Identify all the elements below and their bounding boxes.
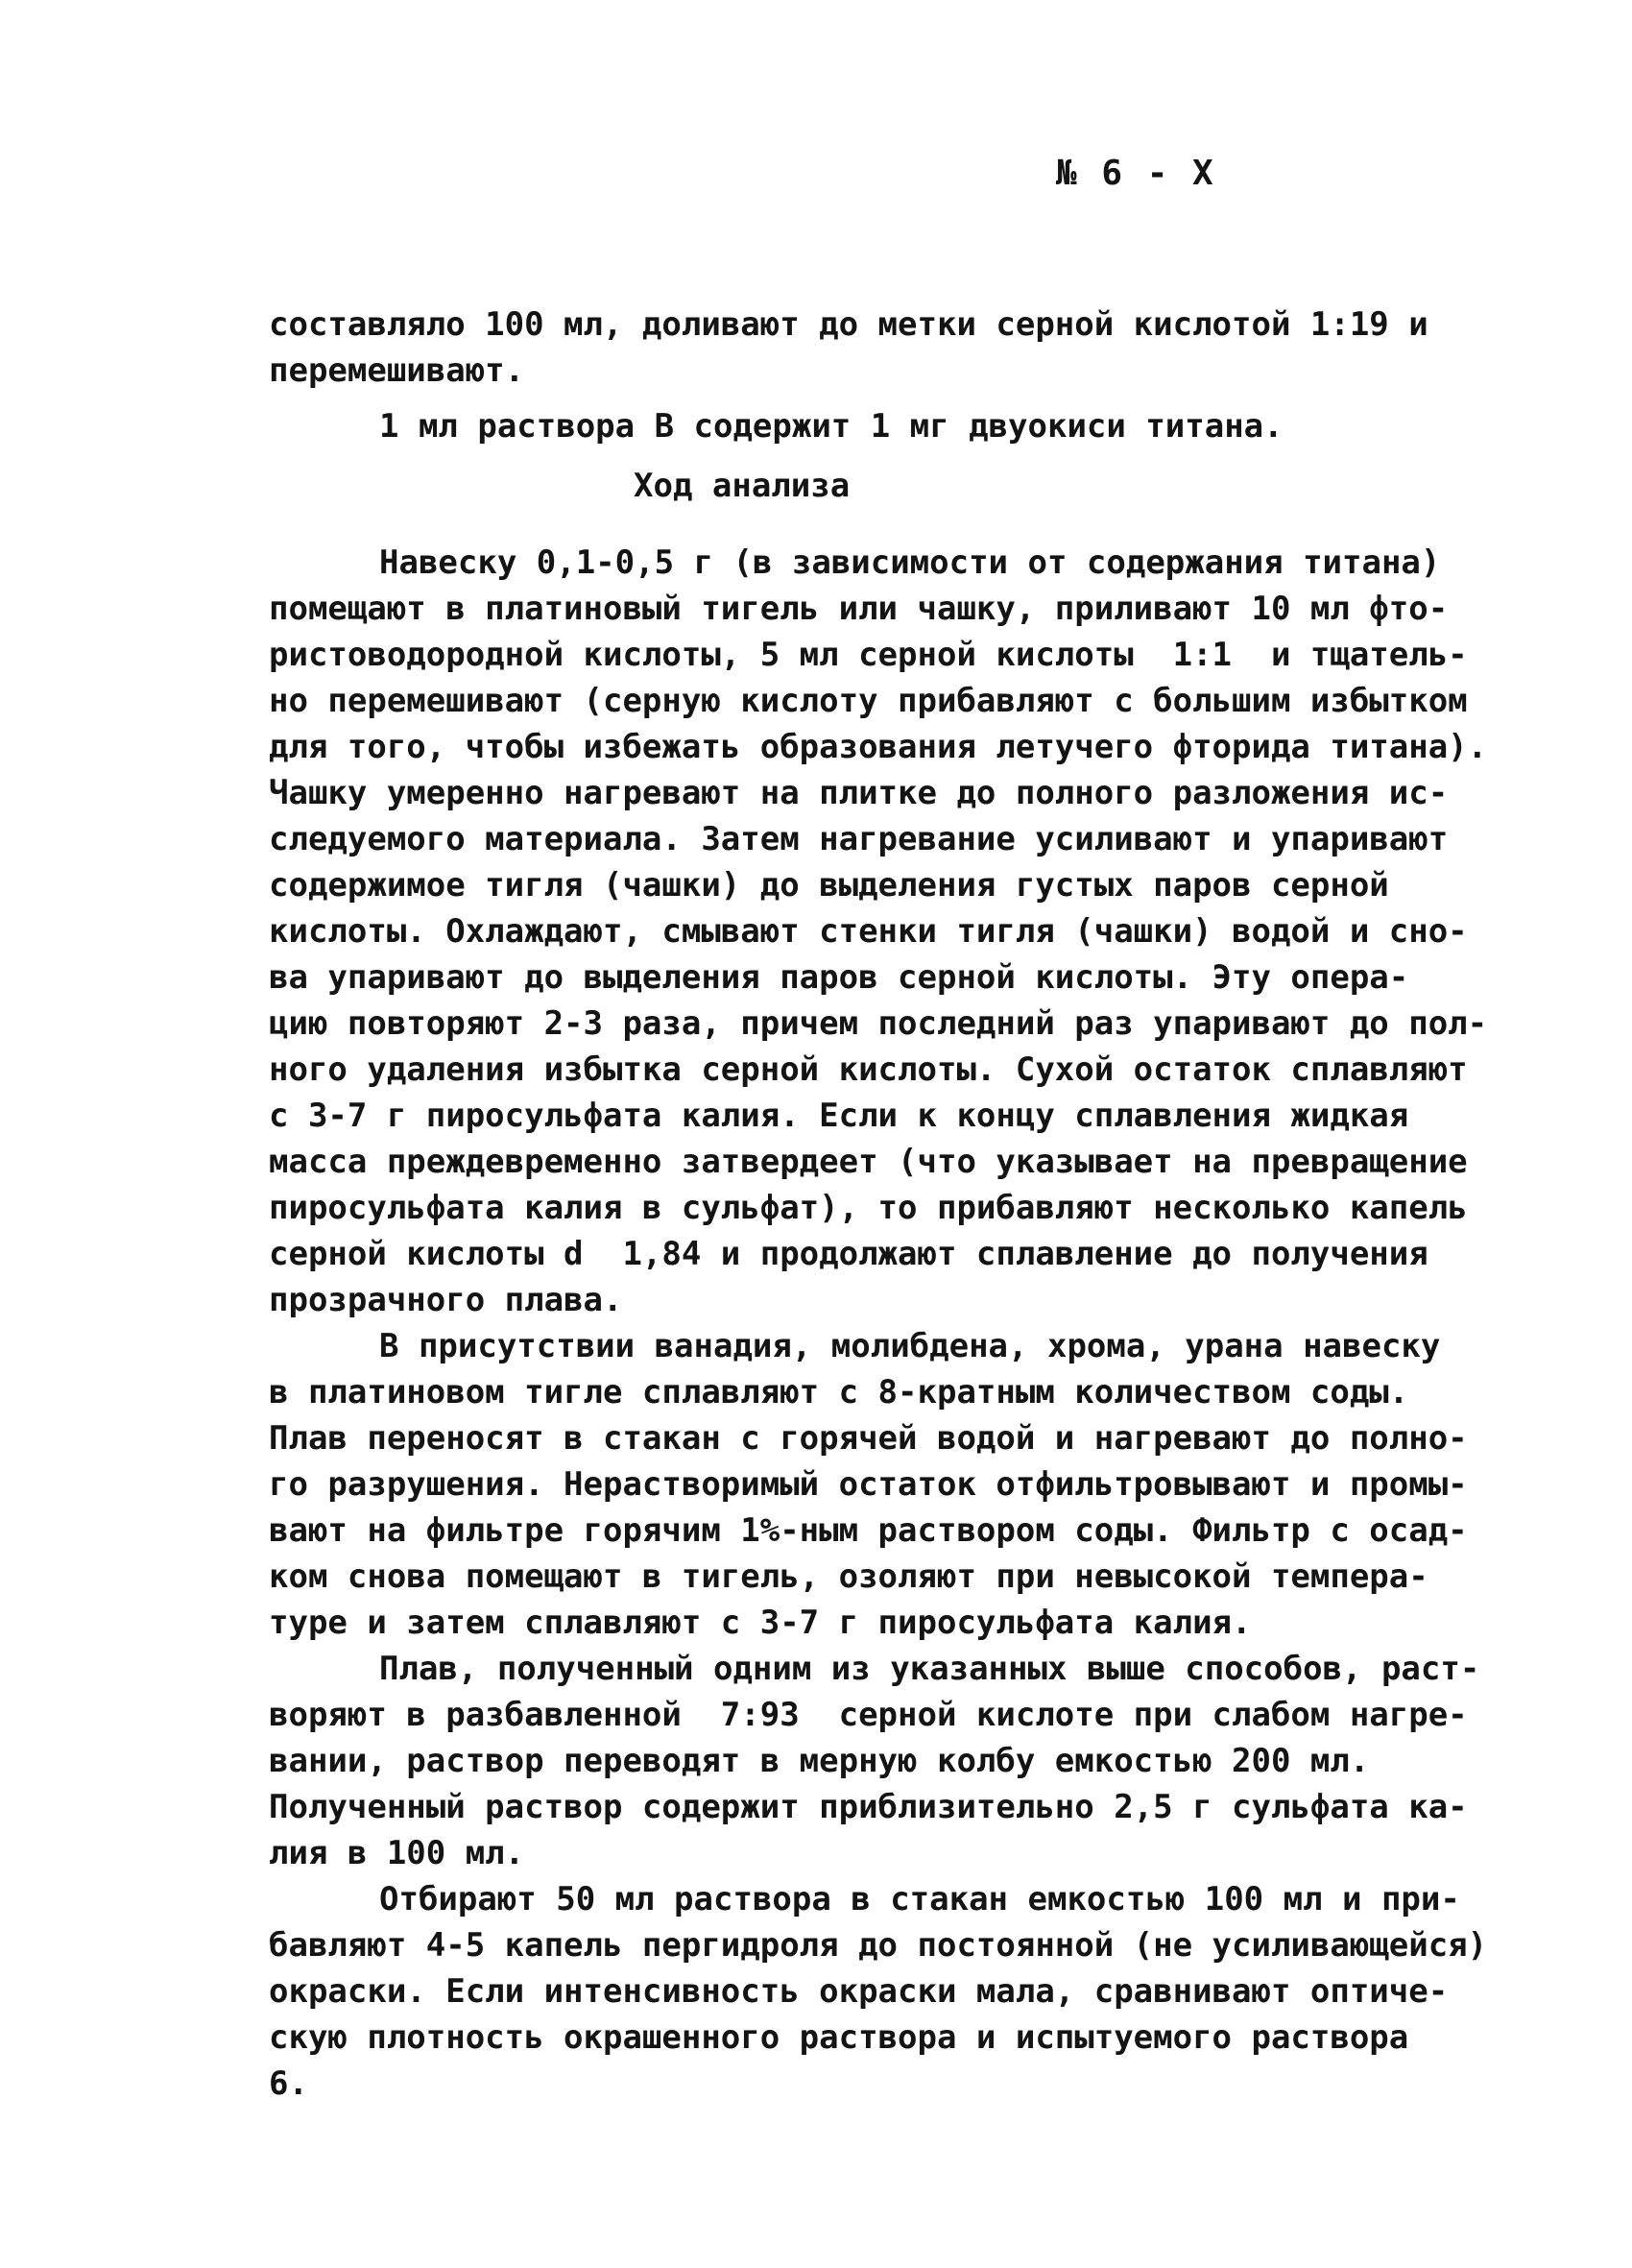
text-line: Навеску 0,1-0,5 г (в зависимости от содержания титана) [379,543,1441,582]
text-line: лия в 100 мл. [269,1834,525,1872]
text-line: Полученный раствор содержит приблизительно 2,5 г сульфата ка- [269,1788,1468,1826]
text-line: составляло 100 мл, доливают до метки серной кислотой 1:19 и [269,305,1428,344]
text-line: вании, раствор переводят в мерную колбу емкостью 200 мл. [269,1742,1370,1780]
text-line: содержимое тигля (чашки) до выделения густых паров серной [269,866,1389,905]
text-line: Отбирают 50 мл раствора в стакан емкостью 100 мл и при- [379,1880,1460,1918]
text-line: пиросульфата калия в сульфат), то прибавляют несколько капель [269,1189,1468,1227]
text-line: но перемешивают (серную кислоту прибавляют с большим избытком [269,682,1468,720]
text-line: 6. [269,2064,308,2103]
text-line: го разрушения. Нерастворимый остаток отфильтровывают и промы- [269,1465,1468,1504]
text-line: ва упаривают до выделения паров серной кислоты. Эту опера- [269,958,1409,997]
page-number: № 6 - X [1056,154,1215,193]
text-line: В присутствии ванадия, молибдена, хрома, урана навеску [379,1327,1441,1365]
text-line: цию повторяют 2-3 раза, причем последний раз упаривают до пол- [269,1004,1488,1043]
text-line: прозрачного плава. [269,1281,623,1319]
text-line: бавляют 4-5 капель пергидроля до постоянной (не усиливающейся) [269,1926,1488,1965]
section-title: Ход анализа [634,467,851,505]
text-line: масса преждевременно затвердеет (что указывает на превращение [269,1143,1468,1181]
text-line: для того, чтобы избежать образования летучего фторида титана). [269,728,1488,766]
reagent-note: 1 мл раствора В содержит 1 мг двуокиси титана. [379,407,1284,446]
text-line: Плав переносят в стакан с горячей водой и нагревают до полно- [269,1419,1468,1458]
text-line: в платиновом тигле сплавляют с 8-кратным количеством соды. [269,1373,1409,1411]
text-line: помещают в платиновый тигель или чашку, приливают 10 мл фто- [269,590,1449,628]
text-line: серной кислоты d 1,84 и продолжают сплавление до получения [269,1235,1428,1273]
text-line: ного удаления избытка серной кислоты. Сухой остаток сплавляют [269,1050,1468,1089]
text-line: окраски. Если интенсивность окраски мала, сравнивают оптиче- [269,1972,1449,2011]
text-line: кислоты. Охлаждают, смывают стенки тигля (чашки) водой и сно- [269,912,1468,951]
text-line: вают на фильтре горячим 1%-ным раствором соды. Фильтр с осад- [269,1511,1468,1550]
text-line: с 3-7 г пиросульфата калия. Если к концу сплавления жидкая [269,1097,1409,1135]
text-line: скую плотность окрашенного раствора и испытуемого раствора [269,2018,1409,2057]
text-line: перемешивают. [269,351,525,390]
text-line: Чашку умеренно нагревают на плитке до полного разложения ис- [269,774,1449,812]
text-line: Плав, полученный одним из указанных выше способов, раст- [379,1650,1480,1688]
text-line: ристоводородной кислоты, 5 мл серной кислоты 1:1 и тщатель- [269,636,1468,674]
text-line: ком снова помещают в тигель, озоляют при невысокой темпера- [269,1557,1428,1596]
text-line: туре и затем сплавляют с 3-7 г пиросульфата калия. [269,1604,1252,1642]
text-line: следуемого материала. Затем нагревание усиливают и упаривают [269,820,1449,858]
text-line: воряют в разбавленной 7:93 серной кислоте при слабом нагре- [269,1696,1468,1734]
